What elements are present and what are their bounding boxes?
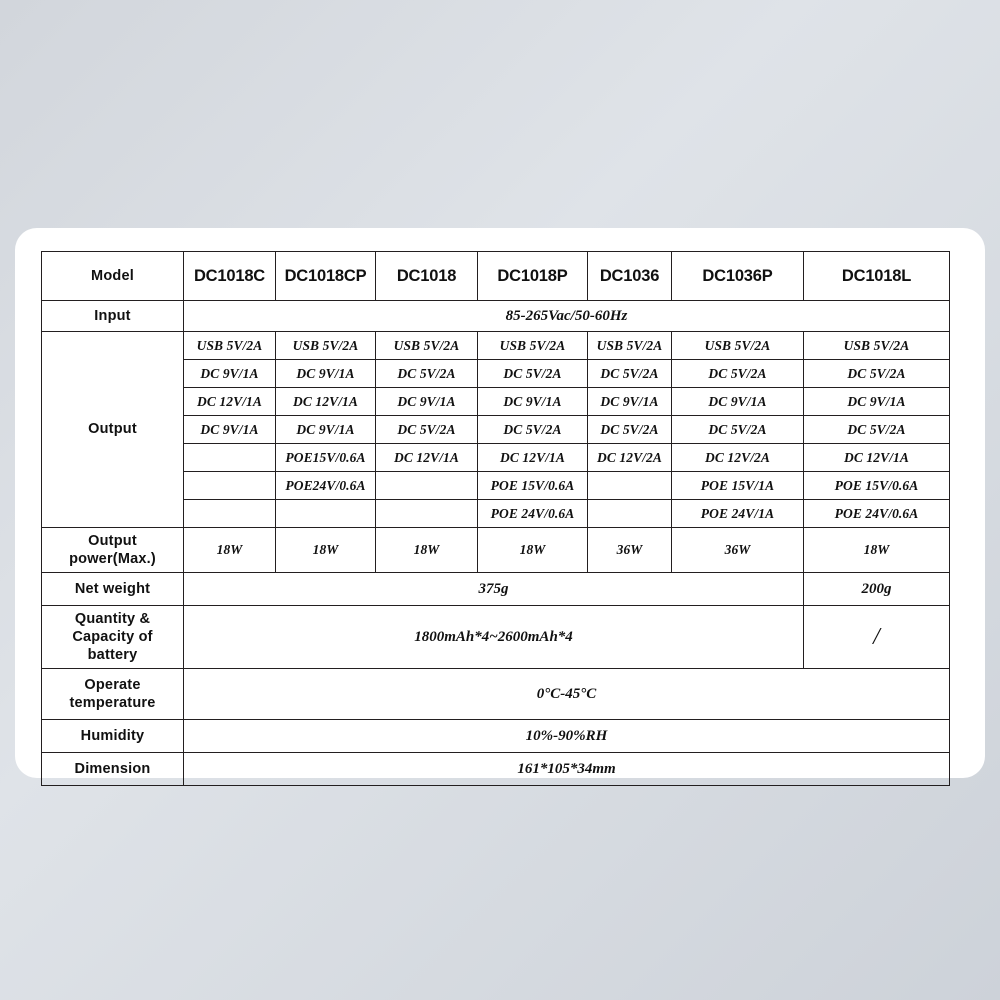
output-r3-c2: DC 5V/2A xyxy=(376,416,478,444)
table-row-dimension xyxy=(42,753,950,786)
row-label-dimension: Dimension xyxy=(42,753,184,786)
output-r0-c4: USB 5V/2A xyxy=(588,332,672,360)
input-value: 85-265Vac/50-60Hz xyxy=(184,301,950,332)
row-label-battery-line3: battery xyxy=(87,647,138,664)
output-r3-c4: DC 5V/2A xyxy=(588,416,672,444)
output-r6-c5: POE 24V/1A xyxy=(672,500,804,528)
output-r0-c5: USB 5V/2A xyxy=(672,332,804,360)
output-r4-c1: POE15V/0.6A xyxy=(276,444,376,472)
output-r5-c0 xyxy=(184,472,276,500)
row-label-output: Output xyxy=(42,332,184,528)
table-row-model xyxy=(42,252,950,301)
output-r4-c6: DC 12V/1A xyxy=(804,444,950,472)
output-r3-c3: DC 5V/2A xyxy=(478,416,588,444)
table-row-output-power xyxy=(42,528,950,573)
row-label-net-weight: Net weight xyxy=(42,573,184,606)
output-r2-c4: DC 9V/1A xyxy=(588,388,672,416)
battery-main: 1800mAh*4~2600mAh*4 xyxy=(184,606,804,669)
battery-last: / xyxy=(804,606,950,669)
model-header-3: DC1018P xyxy=(478,252,588,301)
output-r5-c2 xyxy=(376,472,478,500)
operate-temperature-value: 0°C-45°C xyxy=(184,669,950,720)
table-row-humidity xyxy=(42,720,950,753)
net-weight-main: 375g xyxy=(184,573,804,606)
output-power-c5: 36W xyxy=(672,528,804,573)
output-r5-c5: POE 15V/1A xyxy=(672,472,804,500)
output-power-c0: 18W xyxy=(184,528,276,573)
humidity-value: 10%-90%RH xyxy=(184,720,950,753)
model-header-2: DC1018 xyxy=(376,252,478,301)
output-r1-c4: DC 5V/2A xyxy=(588,360,672,388)
output-r5-c1: POE24V/0.6A xyxy=(276,472,376,500)
output-power-c4: 36W xyxy=(588,528,672,573)
output-r0-c3: USB 5V/2A xyxy=(478,332,588,360)
output-r5-c4 xyxy=(588,472,672,500)
output-r6-c2 xyxy=(376,500,478,528)
output-power-c1: 18W xyxy=(276,528,376,573)
row-label-input: Input xyxy=(42,301,184,332)
output-r2-c0: DC 12V/1A xyxy=(184,388,276,416)
dimension-value: 161*105*34mm xyxy=(184,753,950,786)
output-r3-c1: DC 9V/1A xyxy=(276,416,376,444)
row-label-output-power-line1: Output xyxy=(88,532,137,549)
row-label-model: Model xyxy=(42,252,184,301)
table-row-net-weight xyxy=(42,573,950,606)
output-r4-c3: DC 12V/1A xyxy=(478,444,588,472)
output-r1-c5: DC 5V/2A xyxy=(672,360,804,388)
row-label-operate-line1: Operate xyxy=(84,676,141,693)
output-r2-c3: DC 9V/1A xyxy=(478,388,588,416)
output-r3-c5: DC 5V/2A xyxy=(672,416,804,444)
output-r4-c0 xyxy=(184,444,276,472)
model-header-6: DC1018L xyxy=(804,252,950,301)
output-r0-c2: USB 5V/2A xyxy=(376,332,478,360)
output-r0-c6: USB 5V/2A xyxy=(804,332,950,360)
model-header-5: DC1036P xyxy=(672,252,804,301)
output-r6-c4 xyxy=(588,500,672,528)
output-r3-c0: DC 9V/1A xyxy=(184,416,276,444)
output-r1-c1: DC 9V/1A xyxy=(276,360,376,388)
output-power-c2: 18W xyxy=(376,528,478,573)
table-row-input xyxy=(42,301,950,332)
output-r2-c1: DC 12V/1A xyxy=(276,388,376,416)
model-header-1: DC1018CP xyxy=(276,252,376,301)
output-power-c6: 18W xyxy=(804,528,950,573)
row-label-operate-temperature xyxy=(42,669,184,720)
row-label-battery-line2: Capacity of xyxy=(72,628,153,645)
net-weight-last: 200g xyxy=(804,573,950,606)
row-label-battery xyxy=(42,606,184,669)
output-r2-c6: DC 9V/1A xyxy=(804,388,950,416)
output-r6-c0 xyxy=(184,500,276,528)
row-label-output-power xyxy=(42,528,184,573)
output-r5-c3: POE 15V/0.6A xyxy=(478,472,588,500)
output-r6-c3: POE 24V/0.6A xyxy=(478,500,588,528)
table-row-output-1 xyxy=(42,332,950,360)
output-r2-c2: DC 9V/1A xyxy=(376,388,478,416)
output-r1-c0: DC 9V/1A xyxy=(184,360,276,388)
output-r4-c4: DC 12V/2A xyxy=(588,444,672,472)
output-r1-c3: DC 5V/2A xyxy=(478,360,588,388)
output-r0-c0: USB 5V/2A xyxy=(184,332,276,360)
output-r6-c1 xyxy=(276,500,376,528)
table-row-battery xyxy=(42,606,950,669)
model-header-0: DC1018C xyxy=(184,252,276,301)
table-row-operate-temperature xyxy=(42,669,950,720)
row-label-humidity: Humidity xyxy=(42,720,184,753)
output-r1-c2: DC 5V/2A xyxy=(376,360,478,388)
output-power-c3: 18W xyxy=(478,528,588,573)
row-label-operate-line2: temperature xyxy=(69,695,156,711)
row-label-battery-line1: Quantity & xyxy=(74,610,151,627)
row-label-output-power-line2: power(Max.) xyxy=(69,551,156,567)
output-r2-c5: DC 9V/1A xyxy=(672,388,804,416)
output-r4-c5: DC 12V/2A xyxy=(672,444,804,472)
output-r3-c6: DC 5V/2A xyxy=(804,416,950,444)
output-r6-c6: POE 24V/0.6A xyxy=(804,500,950,528)
output-r5-c6: POE 15V/0.6A xyxy=(804,472,950,500)
model-header-4: DC1036 xyxy=(588,252,672,301)
output-r4-c2: DC 12V/1A xyxy=(376,444,478,472)
output-r1-c6: DC 5V/2A xyxy=(804,360,950,388)
specification-table xyxy=(41,251,950,786)
output-r0-c1: USB 5V/2A xyxy=(276,332,376,360)
